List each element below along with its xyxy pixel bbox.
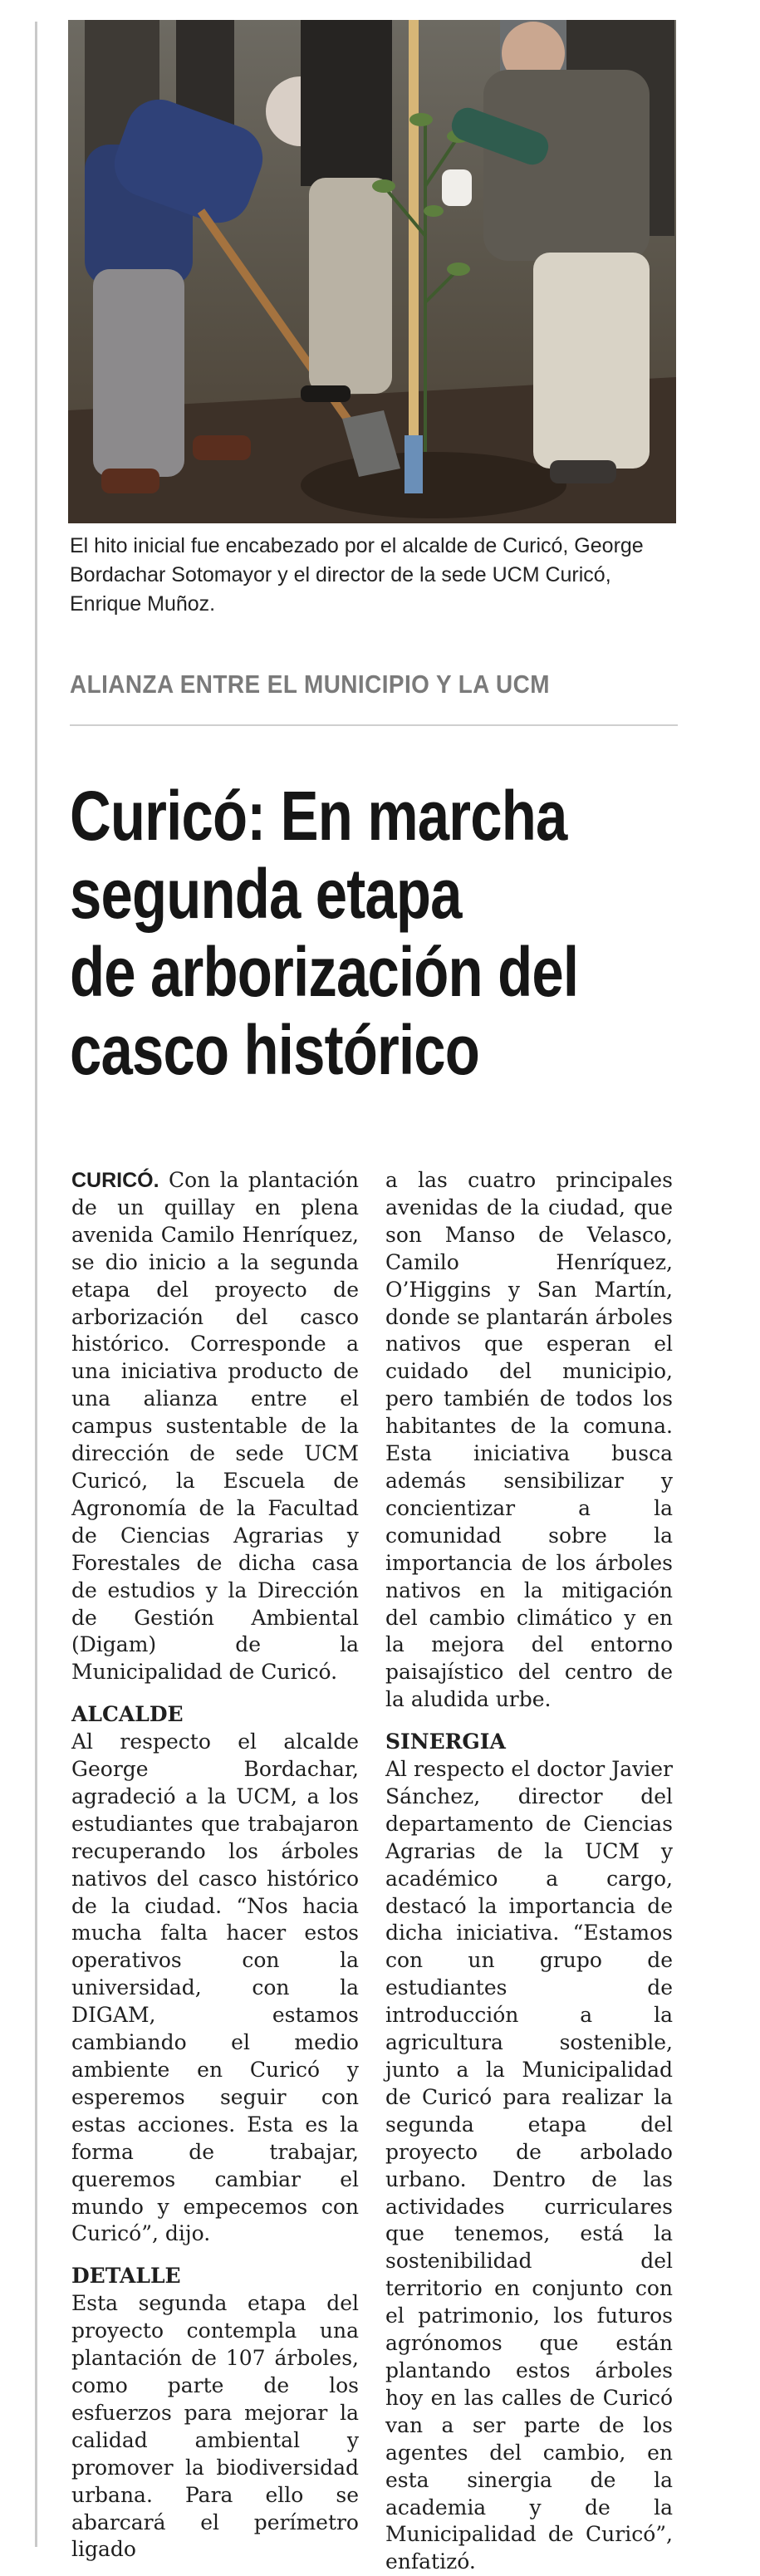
- headline-line: casco histórico: [70, 1011, 479, 1089]
- photo-caption: El hito inicial fue encabezado por el alcalde de Curicó, George Bordachar Sotomayor y el director de la sede UCM Curicó, Enrique Muñoz.: [70, 534, 644, 616]
- news-photo: [68, 20, 676, 523]
- article-column-left: [71, 1167, 359, 2564]
- intro-text: Con la plantación de un quillay en plena avenida Camilo Henríquez, se dio inicio a la segunda etapa del proyecto de arborización del casco histórico. Corresponde a una iniciativa producto de una alianza entre el campus sustentable de la dirección de sede UCM Curicó, la Escuela de Agronomía de la Facultad de Ciencias Agrarias y Forestales de dicha casa de estudios y la Dirección de Gestión Ambiental (Digam) de la Municipalidad de Curicó.: [71, 1168, 359, 1685]
- section-kicker: ALIANZA ENTRE EL MUNICIPIO Y LA UCM: [70, 670, 550, 699]
- detalle-continued-paragraph: a las cuatro principales avenidas de la ciudad, que son Manso de Velasco, Camilo Henríquez, O’Higgins y San Martín, donde se plantarán árboles nativos que esperan el cuidado del municipio, pero también de todos los habitantes de la comuna. Esta iniciativa busca además sensibilizar y concientizar a la comunidad sobre la importancia de los árboles nativos en la mitigación del cambio climático y en la mejora del entorno paisajístico del centro de la aludida urbe.: [385, 1168, 673, 1712]
- article-column-right: [385, 1167, 673, 2576]
- alcalde-paragraph: Al respecto el alcalde George Bordachar, agradeció a la UCM, a los estudiantes que trabajaron recuperando los árboles nativos del casco histórico de la ciudad. “Nos hacia mucha falta hacer estos operativos con la universidad, con la DIGAM, estamos cambiando el medio ambiente en Curicó y esperemos seguir con estas acciones. Esta es la forma de trabajar, queremos cambiar el mundo y empecemos con Curicó”, dijo.: [71, 1730, 359, 2246]
- intro-paragraph: [71, 1167, 359, 1686]
- left-margin-rule: [35, 22, 37, 2547]
- subhead-alcalde: ALCALDE: [71, 1702, 184, 1727]
- headline-line: de arborización del: [70, 933, 579, 1011]
- headline-line: segunda etapa: [70, 855, 462, 933]
- subhead-sinergia: SINERGIA: [385, 1730, 506, 1754]
- article-headline: [70, 777, 635, 1089]
- tree-planting-photo: [68, 20, 676, 523]
- kicker-divider: [70, 724, 678, 726]
- detalle-paragraph: Esta segunda etapa del proyecto contempla una plantación de 107 árboles, como parte de los esfuerzos para mejorar la calidad ambiental y promover la biodiversidad urbana. Para ello se abarcará el perímetro ligado: [71, 2291, 359, 2562]
- subhead-detalle: DETALLE: [71, 2264, 181, 2289]
- sinergia-paragraph: Al respecto el doctor Javier Sánchez, director del departamento de Ciencias Agrarias de la UCM y académico a cargo, destacó la importancia de dicha iniciativa. “Estamos con un grupo de estudiantes de introducción a la agricultura sostenible, junto a la Municipalidad de Curicó para realizar la segunda etapa del proyecto de arbolado urbano. Dentro de las actividades curriculares que tenemos, está la sostenibilidad del territorio en conjunto con el patrimonio, los futuros agrónomos que están plantando estos árboles hoy en las calles de Curicó van a ser parte de los agentes del cambio, en esta sinergia de la academia y de la Municipalidad de Curicó”, enfatizó.: [385, 1757, 673, 2574]
- dateline: CURICÓ.: [71, 1169, 159, 1192]
- headline-line: Curicó: En marcha: [70, 777, 567, 855]
